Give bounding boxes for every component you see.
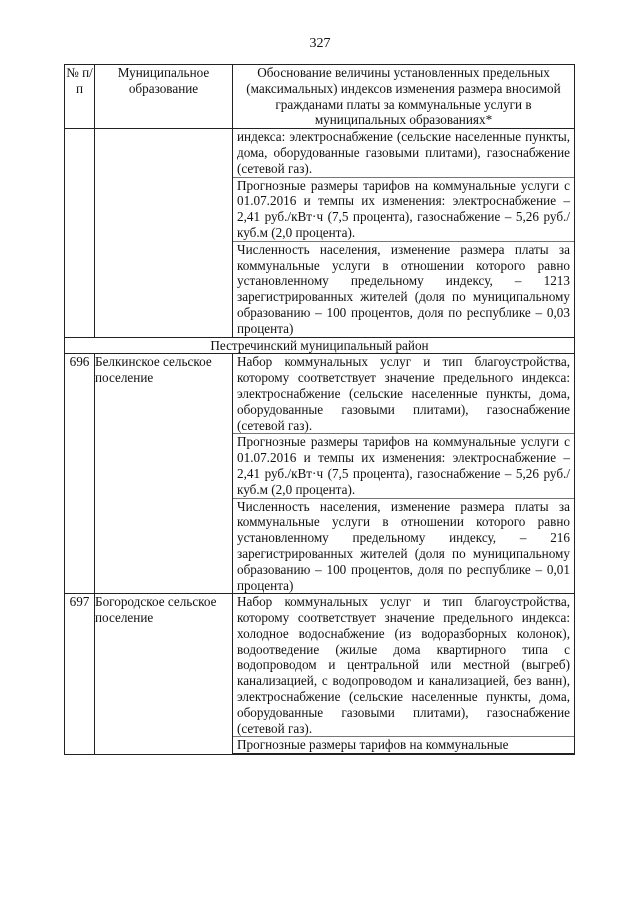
justification-paragraph: индекса: электроснабжение (сельские населенные пункты, дома, оборудованные газовыми плитами), газоснабжение (сетевой газ). [237, 129, 570, 176]
justification-paragraph: Прогнозные размеры тарифов на коммунальные услуги с 01.07.2016 и темпы их изменения: электроснабжение – 2,41 руб./кВт·ч (7,5 процента), газоснабжение – 5,26 руб./куб.м (2,0 процента). [233, 433, 574, 497]
justification-paragraph: Численность населения, изменение размера платы за коммунальные услуги в отношении которого равно установленному предельному индексу, – 1213 зарегистрированных жителей (доля по муниципальному образованию – 100 процентов, доля по республике – 0,03 процента) [233, 241, 574, 337]
justification-paragraph: Набор коммунальных услуг и тип благоустройства, которому соответствует значение предельного индекса: холодное водоснабжение (из водоразборных колонок), водоотведение (жилые дома квартирного типа с водопроводом и центральной или местной (выгреб) канализацией, с водопроводом и канализацией, без ванн), электроснабжение (сельские населенные пункты, дома, оборудованные газовыми плитами), газоснабжение (сетевой газ). [237, 594, 570, 736]
justification-paragraph: Прогнозные размеры тарифов на коммунальные услуги с 01.07.2016 и темпы их изменения: электроснабжение – 2,41 руб./кВт·ч (7,5 процента), газоснабжение – 5,26 руб./куб.м (2,0 процента). [233, 177, 574, 241]
table-row [65, 594, 575, 755]
region-row [65, 337, 575, 354]
municipality-name: Богородское сельское поселение [95, 594, 233, 755]
header-municipality: Муниципальное образование [95, 65, 233, 129]
justification-cell [233, 354, 575, 594]
municipality-name: Белкинское сельское поселение [95, 354, 233, 594]
row-number: 697 [65, 594, 95, 755]
table-header-row [65, 65, 575, 129]
continued-num-cell [65, 129, 95, 337]
region-heading: Пестречинский муниципальный район [65, 337, 575, 354]
justification-paragraph: Численность населения, изменение размера платы за коммунальные услуги в отношении которого равно установленному предельному индексу, – 216 зарегистрированных жителей (доля по муниципальному образованию – 100 процентов, доля по республике – 0,01 процента) [233, 498, 574, 594]
header-justification: Обоснование величины установленных предельных (максимальных) индексов изменения размера вносимой гражданами платы за коммунальные услуги в муниципальных образованиях* [233, 65, 575, 129]
table-row-continued [65, 129, 575, 337]
tariff-justification-table [64, 64, 575, 755]
justification-paragraph: Прогнозные размеры тарифов на коммунальные [233, 736, 574, 754]
page-number: 327 [309, 36, 331, 51]
continued-justification-cell [233, 129, 575, 337]
justification-paragraph: Набор коммунальных услуг и тип благоустройства, которому соответствует значение предельного индекса: электроснабжение (сельские населенные пункты, дома, оборудованные газовыми плитами), газоснабжение (сетевой газ). [237, 354, 570, 433]
row-number: 696 [65, 354, 95, 594]
continued-municipality-cell [95, 129, 233, 337]
justification-cell [233, 594, 575, 755]
header-number: № п/п [65, 65, 95, 129]
table-row [65, 354, 575, 594]
